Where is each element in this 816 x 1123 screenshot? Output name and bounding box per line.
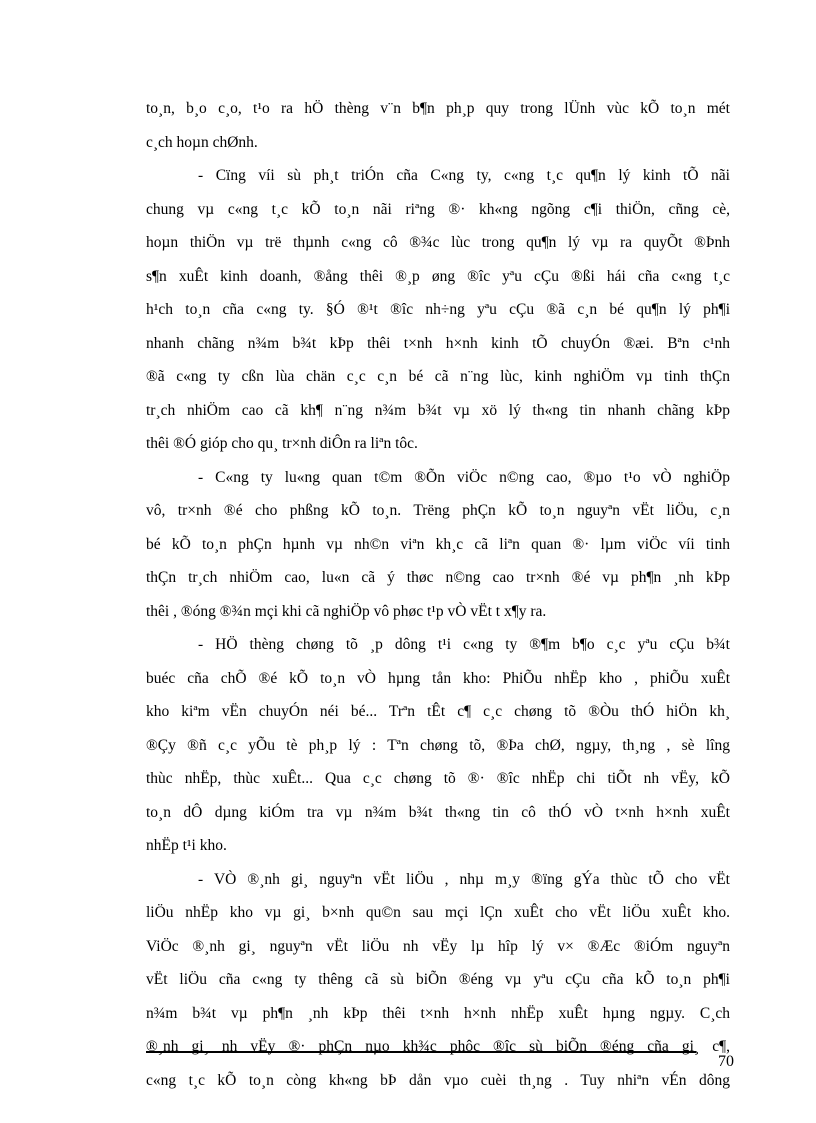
text-line: s¶n xuÊt kinh doanh, ®ång thêi ®¸p øng ®îc yªu cÇu ®ßi hái cña c«ng t¸c [146,267,730,285]
text-line: n¾m b¾t vµ ph¶n ¸nh kÞp thêi t×nh h×nh nhËp xuÊt hµng ngµy. C¸ch [146,1004,730,1022]
body-text [146,92,730,1097]
page-number: 70 [718,1053,734,1070]
text-line: thùc nhËp, thùc xuÊt... Qua c¸c chøng tõ ®· ®îc nhËp chi tiÕt nh vËy, kÕ [146,770,730,787]
text-line: h¹ch to¸n cña c«ng ty. §Ó ®¹t ®îc nh÷ng yªu cÇu ®ã c¸n bé qu¶n lý ph¶i [146,301,730,318]
text-line: kho kiªm vËn chuyÓn néi bé... Trªn tÊt c¶ c¸c chøng tõ ®Òu thÓ hiÖn kh¸ [146,703,730,720]
text-line: - HÖ thèng chøng tõ ¸p dông t¹i c«ng ty ®¶m b¶o c¸c yªu cÇu b¾t [198,636,730,653]
text-line: - VÒ ®¸nh gi¸ nguyªn vËt liÖu , nhµ m¸y ®ïng gÝa thùc tÕ cho vËt [198,870,730,888]
text-line: vËt liÖu cña c«ng ty thêng cã sù biÕn ®éng vµ yªu cÇu cña kÕ to¸n ph¶i [146,971,730,988]
text-line: c«ng t¸c kÕ to¸n còng kh«ng bÞ dån vµo cuèi th¸ng . Tuy nhiªn vÉn dông [146,1071,730,1089]
text-line: thÇn tr¸ch nhiÖm cao, lu«n cã ý thøc n©ng cao tr×nh ®é vµ ph¶n ¸nh kÞp [146,569,730,586]
text-line: buéc cña chÕ ®é kÕ to¸n vÒ hµng tån kho: PhiÕu nhËp kho , phiÕu xuÊt [146,669,730,687]
text-line: nhanh chãng n¾m b¾t kÞp thêi t×nh h×nh kinh tÕ chuyÓn ®æi. Bªn c¹nh [146,334,730,352]
text-line: ®¸nh gi¸ nh vËy ®· phÇn nµo kh¾c phôc ®îc sù biÕn ®éng cña gi¸ c¶, [146,1038,730,1055]
text-line: liÖu nhËp kho vµ gi¸ b×nh qu©n sau mçi lÇn xuÊt cho vËt liÖu xuÊt kho. [146,904,730,921]
text-line: bé kÕ to¸n phÇn hµnh vµ nh©n viªn kh¸c cã liªn quan ®· lµm viÖc víi tinh [146,535,730,553]
text-line: nhËp t¹i kho. [146,837,227,854]
text-line: hoµn thiÖn vµ trë thµnh c«ng cô ®¾c lùc trong qu¶n lý vµ ra quyÕt ®Þnh [146,234,730,251]
text-line: c¸ch hoµn chØnh. [146,133,258,151]
text-line: ®ã c«ng ty cßn lùa chän c¸c c¸n bé cã n¨ng lùc, kinh nghiÖm vµ tinh thÇn [146,368,730,385]
text-line: to¸n dÔ dµng kiÓm tra vµ n¾m b¾t th«ng tin cô thÓ vÒ t×nh h×nh xuÊt [146,803,730,821]
text-line: - Cïng víi sù ph¸t triÓn cña C«ng ty, c«ng t¸c qu¶n lý kinh tÕ nãi [198,167,730,184]
text-line: tr¸ch nhiÖm cao cã kh¶ n¨ng n¾m b¾t vµ xö lý th«ng tin nhanh chãng kÞp [146,401,730,419]
text-line: chung vµ c«ng t¸c kÕ to¸n nãi riªng ®· kh«ng ngõng c¶i thiÖn, cñng cè, [146,200,730,218]
text-line: vô, tr×nh ®é cho phßng kÕ to¸n. Trëng phÇn kÕ to¸n nguyªn vËt liÖu, c¸n [146,502,730,519]
text-line: ®Çy ®ñ c¸c yÕu tè ph¸p lý : Tªn chøng tõ, ®Þa chØ, ngµy, th¸ng , sè lîng [146,736,730,754]
text-line: - C«ng ty lu«ng quan t©m ®Õn viÖc n©ng cao, ®µo t¹o vÒ nghiÖp [198,468,730,486]
text-line: thêi ®Ó gióp cho qu¸ tr×nh diÔn ra liªn tôc. [146,435,418,452]
footer-divider [146,1051,696,1053]
text-line: ViÖc ®¸nh gi¸ nguyªn vËt liÖu nh vËy lµ hîp lý v× ®Æc ®iÓm nguyªn [146,937,730,955]
text-line: thêi , ®óng ®¾n mçi khi cã nghiÖp vô phøc t¹p vÒ vËt t x¶y ra. [146,602,547,620]
text-line: to¸n, b¸o c¸o, t¹o ra hÖ thèng v¨n b¶n ph¸p quy trong lÜnh vùc kÕ to¸n mét [146,100,730,117]
